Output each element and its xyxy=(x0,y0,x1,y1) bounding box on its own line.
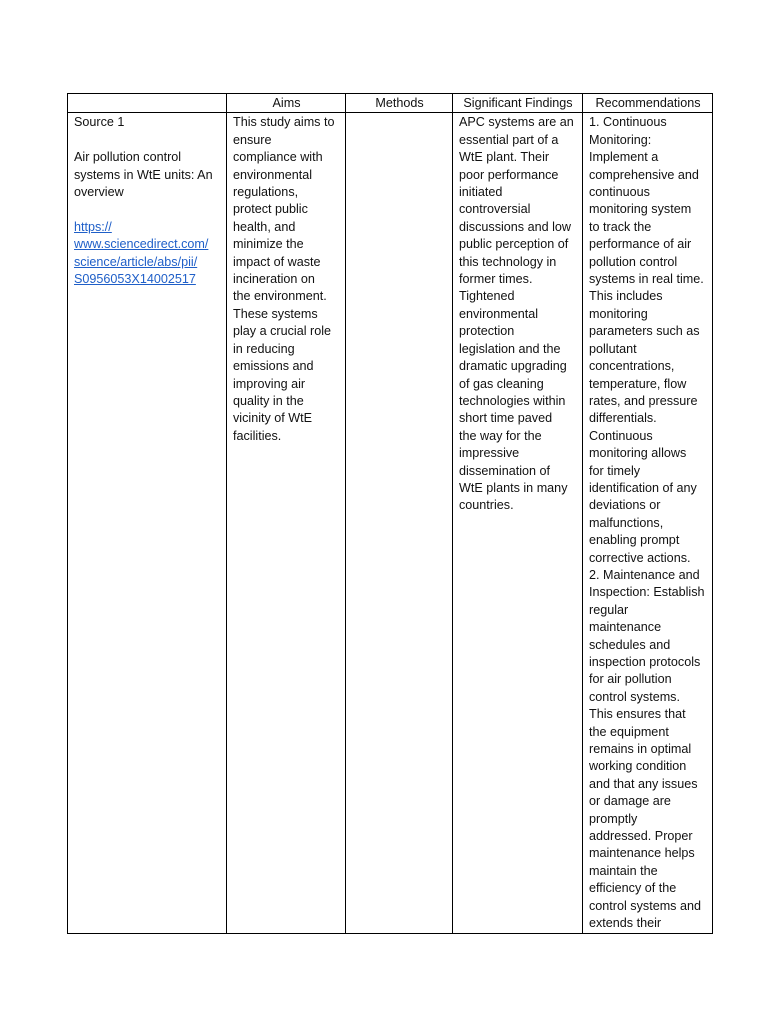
recommendations-line: concentrations, xyxy=(589,359,675,374)
recommendations-line: efficiency of the xyxy=(589,881,677,896)
methods-cell xyxy=(346,113,453,933)
aims-line: environmental xyxy=(233,167,313,182)
recommendations-line: monitoring xyxy=(589,306,648,321)
recommendations-line: for air pollution xyxy=(589,672,672,687)
findings-line: short time paved xyxy=(459,411,553,426)
findings-line: dramatic upgrading xyxy=(459,359,567,374)
aims-line: minimize the xyxy=(233,237,304,252)
findings-line: controversial xyxy=(459,202,531,217)
recommendations-line: temperature, flow xyxy=(589,376,687,391)
source-title-line: Air pollution control xyxy=(74,150,182,165)
recommendations-line: maintenance xyxy=(589,620,662,635)
source-title xyxy=(74,149,221,201)
recommendations-line: 1. Continuous xyxy=(589,115,667,130)
aims-line: emissions and xyxy=(233,359,314,374)
recommendations-line: pollutant xyxy=(589,341,637,356)
findings-line: the way for the xyxy=(459,428,542,443)
recommendations-line: rates, and pressure xyxy=(589,393,698,408)
aims-line: facilities. xyxy=(233,428,282,443)
findings-line: this technology in xyxy=(459,254,557,269)
aims-line: play a crucial role xyxy=(233,324,331,339)
recommendations-line: continuous xyxy=(589,185,650,200)
recommendations-line: control systems. xyxy=(589,689,680,704)
source-cell xyxy=(68,113,227,933)
aims-cell xyxy=(227,113,346,933)
source-link-line: S0956053X14002517 xyxy=(74,272,196,287)
recommendations-line: This ensures that xyxy=(589,707,686,722)
source-link-line: science/article/abs/pii/ xyxy=(74,254,198,269)
recommendations-line: 2. Maintenance and xyxy=(589,567,700,582)
findings-line: protection xyxy=(459,324,515,339)
recommendations-line: parameters such as xyxy=(589,324,700,339)
recommendations-line: control systems and xyxy=(589,898,701,913)
recommendations-line: pollution control xyxy=(589,254,678,269)
recommendations-line: inspection protocols xyxy=(589,655,701,669)
recommendations-line: comprehensive and xyxy=(589,167,699,182)
source-link-line: https:// xyxy=(74,219,112,234)
header-source xyxy=(68,94,227,113)
recommendations-line: maintenance helps xyxy=(589,846,695,861)
spacer xyxy=(74,201,221,218)
recommendations-line: promptly xyxy=(589,811,638,826)
recommendations-line: monitoring allows xyxy=(589,446,687,461)
aims-line: improving air xyxy=(233,376,306,391)
findings-line: technologies within xyxy=(459,393,566,408)
findings-line: countries. xyxy=(459,498,514,513)
recommendations-line: the equipment xyxy=(589,724,669,739)
source-link-line: www.sciencedirect.com/ xyxy=(74,237,209,252)
recommendations-line: extends their xyxy=(589,916,662,931)
recommendations-line: addressed. Proper xyxy=(589,829,693,844)
recommendations-line: enabling prompt xyxy=(589,533,680,548)
recommendations-line: Continuous xyxy=(589,428,653,443)
header-aims: Aims xyxy=(227,94,346,113)
findings-line: WtE plants in many xyxy=(459,480,568,495)
literature-review-table xyxy=(67,93,713,934)
recommendations-line: differentials. xyxy=(589,411,657,426)
recommendations-line: schedules and xyxy=(589,637,671,652)
recommendations-line: This includes xyxy=(589,289,663,304)
findings-line: environmental xyxy=(459,306,539,321)
header-recommendations: Recommendations xyxy=(583,94,713,113)
source-title-line: systems in WtE units: An xyxy=(74,167,213,182)
findings-line: initiated xyxy=(459,185,503,200)
aims-line: quality in the xyxy=(233,393,304,408)
findings-line: poor performance xyxy=(459,167,559,182)
findings-line: APC systems are an xyxy=(459,115,574,130)
recommendations-line: or damage are xyxy=(589,794,671,809)
findings-line: Tightened xyxy=(459,289,515,304)
recommendations-line: to track the xyxy=(589,219,652,234)
spacer xyxy=(74,132,221,149)
aims-line: protect public xyxy=(233,202,308,217)
findings-line: legislation and the xyxy=(459,341,561,356)
findings-line: impressive xyxy=(459,446,520,461)
recommendations-cell xyxy=(583,113,713,933)
source-title-line: overview xyxy=(74,185,124,200)
findings-line: discussions and low xyxy=(459,219,572,234)
recommendations-line: Monitoring: xyxy=(589,132,652,147)
recommendations-line: monitoring system xyxy=(589,202,692,217)
aims-line: the environment. xyxy=(233,289,327,304)
findings-line: former times. xyxy=(459,272,533,287)
recommendations-line: regular xyxy=(589,602,629,617)
recommendations-line: working condition xyxy=(589,759,687,774)
recommendations-line: performance of air xyxy=(589,237,692,252)
aims-line: This study aims to xyxy=(233,115,335,130)
findings-line: of gas cleaning xyxy=(459,376,544,391)
recommendations-line: remains in optimal xyxy=(589,742,692,757)
header-significant-findings: Significant Findings xyxy=(453,94,583,113)
findings-line: dissemination of xyxy=(459,463,551,478)
aims-line: compliance with xyxy=(233,150,323,165)
recommendations-line: Inspection: Establish xyxy=(589,585,705,600)
aims-line: These systems xyxy=(233,306,318,321)
aims-line: vicinity of WtE xyxy=(233,411,313,426)
aims-line: health, and xyxy=(233,219,296,234)
recommendations-line: identification of any xyxy=(589,480,697,495)
recommendations-line: systems in real time. xyxy=(589,272,704,287)
aims-line: impact of waste xyxy=(233,254,321,269)
source-link[interactable] xyxy=(74,219,221,289)
recommendations-line: malfunctions, xyxy=(589,515,664,530)
source-label: Source 1 xyxy=(74,115,125,130)
aims-line: regulations, xyxy=(233,185,299,200)
header-methods: Methods xyxy=(346,94,453,113)
recommendations-line: corrective actions. xyxy=(589,550,691,565)
recommendations-line: maintain the xyxy=(589,863,658,878)
aims-line: in reducing xyxy=(233,341,295,356)
findings-line: essential part of a xyxy=(459,132,559,147)
findings-line: public perception of xyxy=(459,237,569,252)
recommendations-line: Implement a xyxy=(589,150,659,165)
findings-cell xyxy=(453,113,583,933)
aims-line: ensure xyxy=(233,132,272,147)
recommendations-line: deviations or xyxy=(589,498,661,513)
table-row xyxy=(68,113,713,933)
aims-line: incineration on xyxy=(233,272,315,287)
table-header-row xyxy=(68,94,713,113)
recommendations-line: and that any issues xyxy=(589,776,698,791)
findings-line: WtE plant. Their xyxy=(459,150,550,165)
recommendations-line: for timely xyxy=(589,463,641,478)
